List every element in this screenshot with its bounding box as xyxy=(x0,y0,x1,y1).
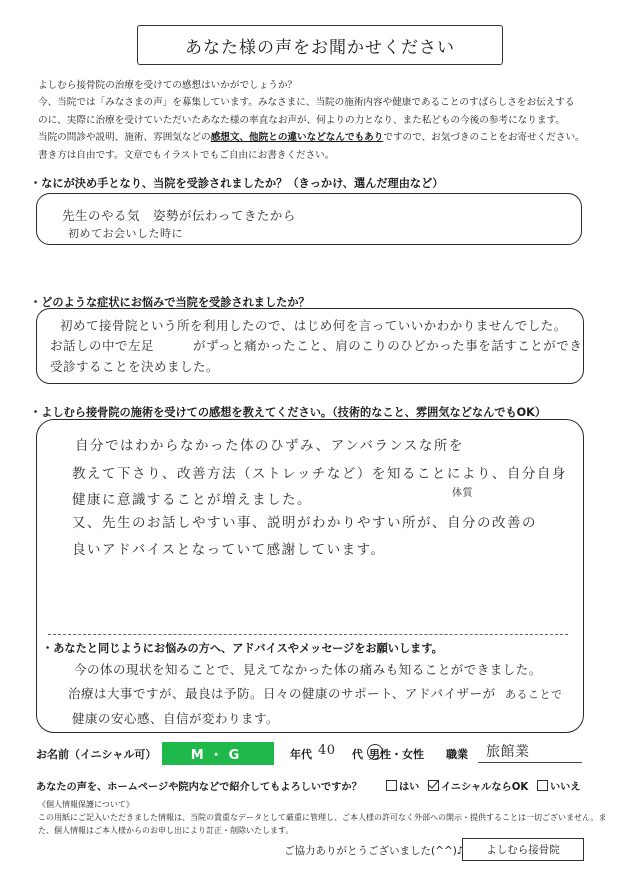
intro-text-segment: 当院の問診や説明、施術、雰囲気などの xyxy=(38,132,211,144)
answer-text: 治療は大事ですが、最良は予防。日々の健康のサポート、アドバイザーが xyxy=(68,686,496,701)
answer-text: 今の体の現状を知ることで、見えてなかった体の痛みも知ることができました。 xyxy=(74,662,542,677)
consent-question: あなたの声を、ホームページや院内などで紹介してもよろしいですか？ xyxy=(36,782,362,793)
answer-text: お話しの中で左足 がずっと痛かったこと、肩のこりのひどかった事を話すことができ xyxy=(50,338,583,353)
intro-line xyxy=(38,129,608,146)
answer-text: 良いアドバイスとなっていて感謝しています。 xyxy=(72,542,386,558)
sex-male: 男性 xyxy=(369,748,391,761)
sex-female: 女性 xyxy=(402,748,424,761)
section-divider xyxy=(48,634,568,635)
question-symptoms: ・どのような症状にお悩みで当院を受診されましたか？ xyxy=(30,296,310,309)
checkmark-icon xyxy=(428,780,439,791)
intro-emphasis: 感想文、他院との違いなどなんでもあり xyxy=(210,132,384,144)
checkbox-icon xyxy=(537,780,548,791)
consent-option-initial[interactable] xyxy=(428,778,528,793)
privacy-line: た、個人情報はご本人様からのお申し出により訂正・削除いたします。 xyxy=(38,826,294,836)
answer-text: 教えて下さり、改善方法（ストレッチなど）を知ることにより、自分自身 xyxy=(72,466,567,482)
checkbox-icon xyxy=(386,780,397,791)
privacy-line: この用紙にご記入いただきました情報は、当院の貴重なデータとして厳重に管理し、ご本人様の許可なく外部への開示・提供することは一切ございません。ま xyxy=(38,813,607,823)
clinic-name-box: よしむら接骨院 xyxy=(462,838,584,861)
intro-text-segment: ですので、お気づきのことをお寄せください。 xyxy=(383,132,585,144)
answer-text: あることで xyxy=(505,688,563,701)
privacy-heading: 《個人情報保護について》 xyxy=(38,800,134,809)
sex-separator: ・ xyxy=(391,748,402,761)
consent-option-label: イニシャルならOK xyxy=(441,782,529,793)
intro-text xyxy=(38,77,608,164)
name-label: お名前（イニシャル可） xyxy=(36,748,157,761)
initials-field: M・G xyxy=(162,742,274,765)
intro-line: のに、実際に治療を受けていただいたあなた様の率直なお声が、何よりの力となり、また私どもの今後の参考になります。 xyxy=(38,114,565,126)
question-impression: ・よしむら接骨院の施術を受けての感想を教えてください。（技術的なこと、雰囲気などなんでもOK） xyxy=(30,406,547,419)
answer-text: 初めてお会いした時に xyxy=(68,227,183,240)
consent-option-label: いいえ xyxy=(550,782,581,793)
age-value: 40 xyxy=(318,743,336,758)
question-decision: ・なにが決め手となり、当院を受診されましたか？（きっかけ、選んだ理由など） xyxy=(30,177,444,190)
answer-text: 健康に意識することが増えました。 xyxy=(72,492,312,508)
intro-line: 今、当院では「みなさまの声」を募集しています。みなさまに、当院の施術内容や健康であることのすばらしさをお伝えする xyxy=(38,97,575,109)
consent-option-yes[interactable] xyxy=(386,778,419,793)
age-label: 年代 xyxy=(290,748,312,761)
answer-text: 又、先生のお話しやすい事、説明がわかりやすい所が、自分の改善の xyxy=(72,515,537,531)
answer-text: 先生のやる気 姿勢が伝わってきたから xyxy=(62,208,296,223)
answer-text: 自分ではわからなかった体のひずみ、アンバランスな所を xyxy=(75,438,464,454)
job-label: 職業 xyxy=(446,748,468,761)
answer-annotation: 体質 xyxy=(452,488,473,499)
intro-line: よしむら接骨院の治療を受けての感想はいかがでしょうか？ xyxy=(38,80,298,91)
job-underline xyxy=(478,762,582,763)
question-message: ・あなたと同じようにお悩みの方へ、アドバイスやメッセージをお願いします。 xyxy=(42,642,443,655)
answer-text: 初めて接骨院という所を利用したので、はじめ何を言っていいかわかりませんでした。 xyxy=(60,318,567,333)
page-title: あなた様の声をお聞かせください xyxy=(137,25,503,65)
job-value: 旅館業 xyxy=(486,744,530,760)
thanks-text: ご協力ありがとうございました(^^)♪ xyxy=(284,845,464,857)
intro-line: 書き方は自由です。文章でもイラストでもご自由にお書きください。 xyxy=(38,149,335,161)
consent-option-no[interactable] xyxy=(537,778,581,793)
privacy-notice xyxy=(38,798,608,838)
age-suffix: 代 xyxy=(352,748,363,761)
consent-option-label: はい xyxy=(399,782,420,793)
sex-options xyxy=(369,746,424,762)
answer-text: 受診することを決めました。 xyxy=(50,359,220,374)
answer-text: 健康の安心感、自信が変わります。 xyxy=(72,711,280,726)
